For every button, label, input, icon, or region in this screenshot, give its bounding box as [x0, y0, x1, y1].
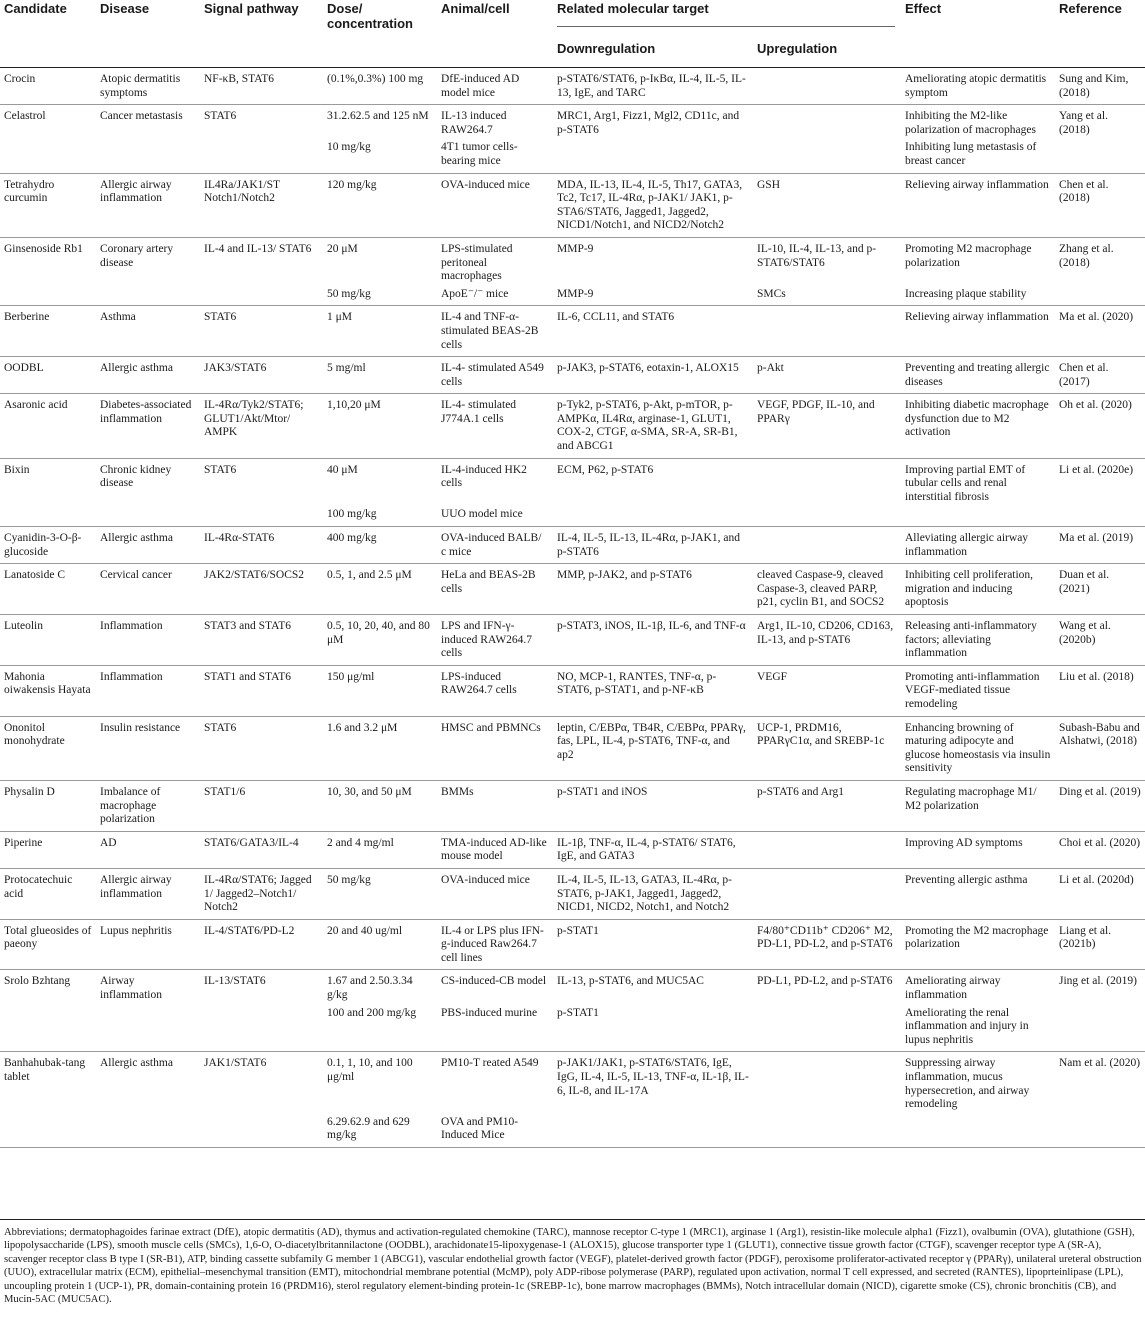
table-row — [0, 564, 1145, 615]
cell-dose: 5 mg/ml — [327, 362, 366, 375]
cell-effect — [901, 504, 1055, 526]
table-row — [0, 394, 1145, 458]
cell-effect: Enhancing browning of maturing adipocyte and glucose homeostasis via insulin sensitivity — [905, 721, 1051, 775]
cell-dose: 6.29.62.9 and 629 mg/kg — [327, 1115, 410, 1142]
cell-dose: 0.5, 1, and 2.5 μM — [327, 569, 412, 582]
cell-candidate — [0, 137, 96, 173]
cell-animal: OVA-induced mice — [441, 178, 530, 191]
header-dose: Dose/ concentration — [327, 1, 413, 31]
cell-disease: Allergic airway inflammation — [100, 178, 172, 205]
cell-pathway: STAT1 and STAT6 — [204, 670, 291, 683]
cell-effect: Promoting anti-inflammation VEGF-mediated tissue remodeling — [905, 670, 1040, 710]
abbreviations-footnote: Abbreviations; dermatophagoides farinae extract (DfE), atopic dermatitis (AD), thymus and activation-regulated chemokine (TARC), mannose receptor C-type 1 (MRC1), arginase 1 (Arg1), resistin-like molecule alpha1 (Fizz1), ovalbumin (OVA), glutathione (GSH), lipopolysaccharide (LPS), smooth muscle cells (SMCs), 1,6-O, O-diacetylbritannilactone (OODBL), arachidonate15-lipoxygenase-1 (ALOX15), glucose transporter type 1 (GLUT1), connective tissue growth factor (CTGF), scavenger receptor type A (SR-A), scavenger receptor class B type I (SR-B1), ATP, binding cassette subfamily G member 1 (ABCG1), vascular endothelial growth factor (VEGF), platelet-derived growth factor (PDGF), peroxisome proliferator-activated receptor γ (PPARγ), unilateral ureteral obstruction (UUO), extracellular matrix (ECM), epithelial–mesenchymal transition (EMT), mitochondrial membrane potential (McMP), poly ADP-ribose polymerase (PARP), regulated upon activation, normal T cell expressed, and secreted (RANTES), lipoprteinlipase (LPL), uncoupling protein 1 (UCP-1), PR, domain-containing protein 16 (PRDM16), sterol regulatory element-binding protein-1c (SREBP-1c), bone marrow macrophages (BMMs), Notch intracellular domain (NICD), cigarette smoke (CS), chronic bronchitis (CB), and Mucin-5AC (MUC5AC). — [4, 1227, 1142, 1306]
cell-pathway: STAT6/GATA3/IL-4 — [204, 836, 299, 849]
cell-upregulation — [753, 1052, 901, 1112]
cell-candidate: Tetrahydro curcumin — [4, 178, 55, 205]
cell-downregulation: leptin, C/EBPα, TB4R, C/EBPα, PPARγ, fas, LPL, IL-4, p-STAT6, TNF-α, and ap2 — [557, 721, 746, 761]
header-reference: Reference — [1059, 1, 1122, 16]
cell-animal: IL-4 and TNF-α-stimulated BEAS-2B cells — [441, 311, 539, 351]
cell-disease: Airway inflammation — [100, 975, 162, 1002]
cell-animal: HMSC and PBMNCs — [441, 721, 541, 734]
cell-effect: Ameliorating the renal inflammation and injury in lupus nephritis — [905, 1006, 1029, 1046]
cell-upregulation — [753, 504, 901, 526]
cell-reference: Sung and Kim, (2018) — [1059, 73, 1129, 99]
cell-disease: Lupus nephritis — [100, 924, 172, 937]
cell-candidate: Bixin — [4, 463, 30, 476]
cell-reference: Li et al. (2020d) — [1059, 873, 1134, 886]
cell-downregulation: MRC1, Arg1, Fizz1, Mgl2, CD11c, and p-STAT6 — [557, 110, 740, 136]
cell-downregulation: NO, MCP-1, RANTES, TNF-α, p-STAT6, p-STAT1, and p-NF-κB — [557, 670, 717, 697]
header-candidate: Candidate — [4, 1, 67, 16]
cell-disease: Allergic asthma — [100, 1057, 173, 1070]
cell-candidate: Ononitol monohydrate — [4, 721, 65, 748]
cell-disease: Chronic kidney disease — [100, 463, 172, 490]
cell-pathway: STAT3 and STAT6 — [204, 620, 291, 632]
header-upregulation: Upregulation — [757, 41, 838, 56]
cell-effect: Ameliorating atopic dermatitis symptom — [905, 73, 1047, 99]
cell-pathway: IL-4/STAT6/PD-L2 — [204, 924, 295, 937]
cell-dose: 2 and 4 mg/ml — [327, 836, 394, 849]
cell-dose: 50 mg/kg — [327, 287, 371, 300]
cell-effect: Inhibiting diabetic macrophage dysfunction due to M2 activation — [905, 399, 1049, 439]
cell-effect: Promoting M2 macrophage polarization — [905, 242, 1032, 269]
cell-reference: Yang et al. (2018) — [1059, 110, 1108, 136]
cell-upregulation — [753, 527, 901, 564]
table-row — [0, 527, 1145, 564]
cell-dose: 100 and 200 mg/kg — [327, 1006, 417, 1019]
cell-effect: Alleviating allergic airway inflammation — [905, 532, 1029, 558]
cell-animal: PBS-induced murine — [441, 1006, 538, 1019]
cell-disease: Diabetes-associated inflammation — [100, 399, 192, 425]
table-row — [0, 173, 1145, 237]
cell-disease — [96, 137, 200, 173]
cell-effect: Relieving airway inflammation — [905, 311, 1049, 324]
cell-candidate: Berberine — [4, 311, 50, 324]
cell-upregulation: VEGF, PDGF, IL-10, and PPARγ — [757, 399, 875, 425]
table-row — [0, 970, 1145, 1003]
cell-disease: Cervical cancer — [100, 569, 172, 582]
cell-dose: 100 mg/kg — [327, 508, 377, 521]
table-row — [0, 68, 1145, 105]
cell-animal: IL-4-induced HK2 cells — [441, 463, 527, 490]
cell-upregulation: cleaved Caspase-9, cleaved Caspase-3, cleaved PARP, p21, cyclin B1, and SOCS2 — [757, 569, 885, 609]
cell-reference: Duan et al. (2021) — [1059, 569, 1110, 595]
cell-pathway: IL-13/STAT6 — [204, 975, 266, 988]
table-row — [0, 919, 1145, 970]
cell-upregulation: SMCs — [757, 287, 786, 300]
cell-upregulation — [753, 137, 901, 173]
table-row — [0, 237, 1145, 283]
cell-upregulation — [753, 1003, 901, 1052]
table-row — [0, 504, 1145, 526]
cell-disease: Atopic dermatitis symptoms — [100, 73, 181, 99]
cell-disease: AD — [100, 836, 117, 849]
cell-reference: Choi et al. (2020) — [1059, 836, 1141, 849]
cell-downregulation: MMP-9 — [557, 242, 594, 255]
cell-effect: Inhibiting the M2-like polarization of macrophages — [905, 110, 1036, 136]
cell-pathway: STAT6 — [204, 721, 237, 734]
cell-reference: Liu et al. (2018) — [1059, 670, 1134, 683]
cell-dose: 31.2.62.5 and 125 nM — [327, 110, 429, 123]
cell-candidate: Lanatoside C — [4, 569, 65, 582]
cell-dose: 400 mg/kg — [327, 532, 377, 545]
cell-candidate — [0, 284, 96, 306]
header-downregulation: Downregulation — [557, 41, 656, 56]
cell-upregulation: IL-10, IL-4, IL-13, and p-STAT6/STAT6 — [757, 242, 877, 269]
table-row — [0, 716, 1145, 780]
cell-candidate: Banhahubak-tang tablet — [4, 1057, 86, 1084]
header-pathway: Signal pathway — [204, 1, 299, 16]
cell-upregulation — [753, 68, 901, 105]
cell-candidate: Asaronic acid — [4, 399, 68, 412]
cell-disease: Allergic airway inflammation — [100, 873, 172, 900]
cell-upregulation: UCP-1, PRDM16, PPARγC1α, and SREBP-1c — [757, 721, 885, 748]
header-animal: Animal/cell — [441, 1, 510, 16]
cell-dose: 1.6 and 3.2 μM — [327, 721, 398, 734]
cell-downregulation: IL-13, p-STAT6, and MUC5AC — [557, 975, 704, 988]
cell-effect: Improving AD symptoms — [905, 836, 1023, 849]
cell-animal: OVA-induced mice — [441, 873, 530, 886]
cell-reference — [1055, 137, 1145, 173]
cell-downregulation — [553, 137, 753, 173]
cell-reference: Ding et al. (2019) — [1059, 785, 1141, 798]
cell-dose: 10, 30, and 50 μM — [327, 785, 412, 798]
cell-animal: IL-4- stimulated J774A.1 cells — [441, 399, 517, 425]
cell-candidate: Celastrol — [4, 110, 46, 123]
cell-animal: LPS and IFN-γ-induced RAW264.7 cells — [441, 620, 533, 660]
cell-dose: 150 μg/ml — [327, 670, 375, 683]
cell-upregulation — [753, 868, 901, 919]
cell-animal: IL-4- stimulated A549 cells — [441, 362, 544, 388]
table-row — [0, 306, 1145, 357]
cell-upregulation: GSH — [757, 178, 781, 191]
table-header — [0, 0, 1145, 68]
cell-dose: 20 μM — [327, 242, 358, 255]
cell-animal: BMMs — [441, 785, 474, 798]
cell-upregulation — [753, 1112, 901, 1148]
cell-effect: Promoting the M2 macrophage polarization — [905, 924, 1049, 951]
cell-candidate: Crocin — [4, 73, 36, 85]
table-row — [0, 1112, 1145, 1148]
cell-disease: Inflammation — [100, 670, 163, 683]
cell-pathway: STAT6 — [204, 463, 237, 476]
cell-candidate: Total glueosides of paeony — [4, 924, 92, 951]
cell-dose: 20 and 40 ug/ml — [327, 924, 403, 937]
cell-reference: Chen et al. (2017) — [1059, 362, 1109, 388]
cell-upregulation — [753, 458, 901, 504]
cell-disease: Coronary artery disease — [100, 242, 174, 269]
cell-effect: Inhibiting lung metastasis of breast cancer — [905, 141, 1037, 167]
table-body — [0, 68, 1145, 1148]
cell-animal: 4T1 tumor cells-bearing mice — [441, 141, 518, 167]
cell-animal: TMA-induced AD-like mouse model — [441, 836, 547, 863]
cell-downregulation: MDA, IL-13, IL-4, IL-5, Th17, GATA3, Tc2, Tc17, IL-4Rα, p-JAK1/ JAK1, p-STA6/STAT6, Jagged1, Jagged2, NICD1/Notch1, and NICD2/Notch2 — [557, 178, 743, 232]
cell-pathway: IL4Ra/JAK1/ST Notch1/Notch2 — [204, 178, 280, 205]
cell-disease — [96, 284, 200, 306]
cell-pathway — [200, 1112, 323, 1148]
cell-downregulation: IL-1β, TNF-α, IL-4, p-STAT6/ STAT6, IgE, and GATA3 — [557, 836, 736, 863]
cell-dose: 40 μM — [327, 463, 358, 476]
cell-downregulation: MMP-9 — [557, 287, 594, 300]
cell-candidate: Protocatechuic acid — [4, 873, 73, 900]
cell-effect: Improving partial EMT of tubular cells and renal interstitial fibrosis — [905, 463, 1026, 503]
cell-effect: Relieving airway inflammation — [905, 178, 1049, 191]
cell-downregulation: p-STAT1 — [557, 1006, 599, 1019]
cell-upregulation: p-STAT6 and Arg1 — [757, 785, 845, 798]
cell-dose: 0.5, 10, 20, 40, and 80 μM — [327, 620, 430, 646]
cell-reference: Wang et al. (2020b) — [1059, 620, 1111, 646]
cell-reference: Ma et al. (2020) — [1059, 311, 1134, 324]
cell-candidate: Srolo Bzhtang — [4, 975, 71, 988]
cell-disease — [96, 1003, 200, 1052]
cell-reference: Oh et al. (2020) — [1059, 399, 1132, 412]
cell-disease: Insulin resistance — [100, 721, 181, 734]
table-row — [0, 284, 1145, 306]
cell-disease: Allergic asthma — [100, 532, 173, 545]
cell-reference — [1055, 284, 1145, 306]
table-row — [0, 868, 1145, 919]
cell-downregulation: IL-4, IL-5, IL-13, IL-4Rα, p-JAK1, and p-STAT6 — [557, 532, 740, 558]
cell-reference: Nam et al. (2020) — [1059, 1057, 1141, 1070]
header-target: Related molecular target — [553, 0, 901, 27]
cell-pathway: STAT6 — [204, 311, 237, 324]
table-row — [0, 1052, 1145, 1112]
header-effect: Effect — [905, 1, 942, 16]
cell-downregulation: p-STAT1 and iNOS — [557, 785, 648, 798]
cell-candidate: Physalin D — [4, 785, 55, 798]
cell-effect: Suppressing airway inflammation, mucus hypersecretion, and airway remodeling — [905, 1057, 1030, 1111]
cell-animal: CS-induced-CB model — [441, 975, 547, 988]
cell-downregulation: p-JAK1/JAK1, p-STAT6/STAT6, IgE, IgG, IL-4, IL-5, IL-13, TNF-α, IL-1β, IL-6, IL-8, and IL-17A — [557, 1057, 749, 1097]
cell-effect: Preventing allergic asthma — [905, 873, 1028, 886]
cell-animal: HeLa and BEAS-2B cells — [441, 569, 536, 595]
cell-dose: 120 mg/kg — [327, 178, 377, 191]
cell-animal: OVA and PM10-Induced Mice — [441, 1115, 519, 1142]
cell-upregulation — [753, 831, 901, 868]
cell-upregulation: Arg1, IL-10, CD206, CD163, IL-13, and p-STAT6 — [757, 620, 894, 646]
cell-pathway: STAT6 — [204, 110, 237, 123]
cell-downregulation: p-STAT6/STAT6, p-IκBα, IL-4, IL-5, IL-13, IgE, and TARC — [557, 73, 746, 99]
cell-dose: 1,10,20 μM — [327, 399, 381, 412]
cell-pathway — [200, 284, 323, 306]
header-disease: Disease — [100, 1, 150, 16]
table-row — [0, 780, 1145, 831]
cell-downregulation — [553, 504, 753, 526]
cell-animal: PM10-T reated A549 — [441, 1057, 539, 1070]
table-row — [0, 665, 1145, 716]
cell-candidate: Ginsenoside Rb1 — [4, 242, 83, 255]
cell-upregulation: VEGF — [757, 670, 788, 683]
cell-upregulation: F4/80⁺CD11b⁺ CD206⁺ M2, PD-L1, PD-L2, and p-STAT6 — [757, 924, 893, 951]
cell-disease — [96, 1112, 200, 1148]
cell-candidate: Luteolin — [4, 620, 43, 632]
cell-pathway: STAT1/6 — [204, 785, 246, 798]
cell-downregulation: IL-6, CCL11, and STAT6 — [557, 311, 675, 324]
table-row — [0, 137, 1145, 173]
table-row — [0, 105, 1145, 138]
cell-disease: Inflammation — [100, 620, 163, 632]
cell-animal: UUO model mice — [441, 508, 523, 521]
cell-downregulation: p-STAT3, iNOS, IL-1β, IL-6, and TNF-α — [557, 620, 746, 632]
table-row — [0, 357, 1145, 394]
cell-effect: Preventing and treating allergic diseases — [905, 362, 1050, 388]
cell-reference: Liang et al. (2021b) — [1059, 924, 1112, 951]
cell-downregulation: p-JAK3, p-STAT6, eotaxin-1, ALOX15 — [557, 362, 739, 375]
cell-candidate: Cyanidin-3-O-β-glucoside — [4, 532, 82, 558]
cell-reference: Jing et al. (2019) — [1059, 975, 1137, 988]
table-row — [0, 1003, 1145, 1052]
cell-pathway: IL-4Rα-STAT6 — [204, 532, 275, 545]
cell-disease: Imbalance of macrophage polarization — [100, 785, 161, 826]
cell-downregulation: p-STAT1 — [557, 924, 599, 937]
cell-disease: Cancer metastasis — [100, 110, 183, 123]
cell-downregulation — [553, 1112, 753, 1148]
table-row — [0, 458, 1145, 504]
cell-disease — [96, 504, 200, 526]
cell-reference — [1055, 1003, 1145, 1052]
cell-reference: Chen et al. (2018) — [1059, 178, 1109, 205]
cell-dose: 10 mg/kg — [327, 141, 371, 154]
cell-upregulation — [753, 306, 901, 357]
cell-pathway: IL-4Rα/STAT6; Jagged 1/ Jagged2–Notch1/ Notch2 — [204, 873, 312, 914]
cell-effect: Ameliorating airway inflammation — [905, 975, 1001, 1002]
cell-pathway — [200, 1003, 323, 1052]
cell-downregulation: p-Tyk2, p-STAT6, p-Akt, p-mTOR, p-AMPKα, IL4Rα, arginase-1, GLUT1, COX-2, CTGF, α-SMA, SR-A, SR-B1, and ABCG1 — [557, 399, 738, 453]
cell-animal: LPS-induced RAW264.7 cells — [441, 670, 517, 697]
cell-reference — [1055, 1112, 1145, 1148]
cell-downregulation: IL-4, IL-5, IL-13, GATA3, IL-4Rα, p-STAT6, p-JAK1, Jagged1, Jagged2, NICD1, NICD2, Notch1, and Notch2 — [557, 873, 733, 914]
cell-reference: Subash-Babu and Alshatwi, (2018) — [1059, 721, 1140, 748]
cell-pathway: JAK3/STAT6 — [204, 362, 267, 375]
table-row — [0, 615, 1145, 666]
cell-animal: IL-13 induced RAW264.7 — [441, 110, 507, 136]
cell-pathway: JAK2/STAT6/SOCS2 — [204, 569, 305, 582]
cell-dose: 50 mg/kg — [327, 873, 371, 886]
cell-pathway — [200, 137, 323, 173]
cell-candidate — [0, 1112, 96, 1148]
cell-animal: ApoE⁻/⁻ mice — [441, 287, 509, 300]
cell-upregulation: p-Akt — [757, 362, 784, 375]
cell-effect: Releasing anti-inflammatory factors; alleviating inflammation — [905, 620, 1037, 660]
cell-disease: Asthma — [100, 311, 136, 324]
cell-candidate: Mahonia oiwakensis Hayata — [4, 670, 91, 697]
cell-pathway — [200, 504, 323, 526]
cell-dose: 0.1, 1, 10, and 100 μg/ml — [327, 1057, 413, 1084]
cell-pathway: JAK1/STAT6 — [204, 1057, 267, 1070]
cell-effect: Inhibiting cell proliferation, migration and inducing apoptosis — [905, 569, 1034, 609]
cell-animal: LPS-stimulated peritoneal macrophages — [441, 242, 513, 283]
footnote-divider — [0, 1219, 1145, 1220]
cell-animal: DfE-induced AD model mice — [441, 73, 520, 99]
cell-animal: OVA-induced BALB/ c mice — [441, 532, 542, 558]
cell-pathway: IL-4Rα/Tyk2/STAT6; GLUT1/Akt/Mtor/ AMPK — [204, 399, 304, 439]
cell-animal: IL-4 or LPS plus IFN-g-induced Raw264.7 cell lines — [441, 924, 544, 964]
cell-candidate: Piperine — [4, 836, 43, 849]
cell-candidate — [0, 504, 96, 526]
cell-dose: 1 μM — [327, 311, 353, 324]
cell-dose: 1.67 and 2.50.3.34 g/kg — [327, 975, 413, 1002]
cell-effect: Regulating macrophage M1/ M2 polarization — [905, 785, 1037, 812]
cell-downregulation: ECM, P62, p-STAT6 — [557, 463, 654, 476]
cell-upregulation: PD-L1, PD-L2, and p-STAT6 — [757, 975, 893, 988]
cell-reference: Ma et al. (2019) — [1059, 532, 1134, 545]
cell-downregulation: MMP, p-JAK2, and p-STAT6 — [557, 569, 692, 582]
cell-upregulation — [753, 105, 901, 138]
cell-dose: (0.1%,0.3%) 100 mg — [327, 73, 424, 85]
cell-reference: Zhang et al. (2018) — [1059, 242, 1114, 269]
cell-effect: Increasing plaque stability — [905, 287, 1027, 300]
cell-candidate: OODBL — [4, 362, 44, 375]
cell-disease: Allergic asthma — [100, 362, 173, 375]
table-row — [0, 831, 1145, 868]
cell-pathway: IL-4 and IL-13/ STAT6 — [204, 242, 312, 255]
cell-pathway: NF-κB, STAT6 — [204, 73, 275, 85]
cell-reference: Li et al. (2020e) — [1059, 463, 1134, 476]
cell-candidate — [0, 1003, 96, 1052]
cell-reference — [1055, 504, 1145, 526]
cell-effect — [901, 1112, 1055, 1148]
